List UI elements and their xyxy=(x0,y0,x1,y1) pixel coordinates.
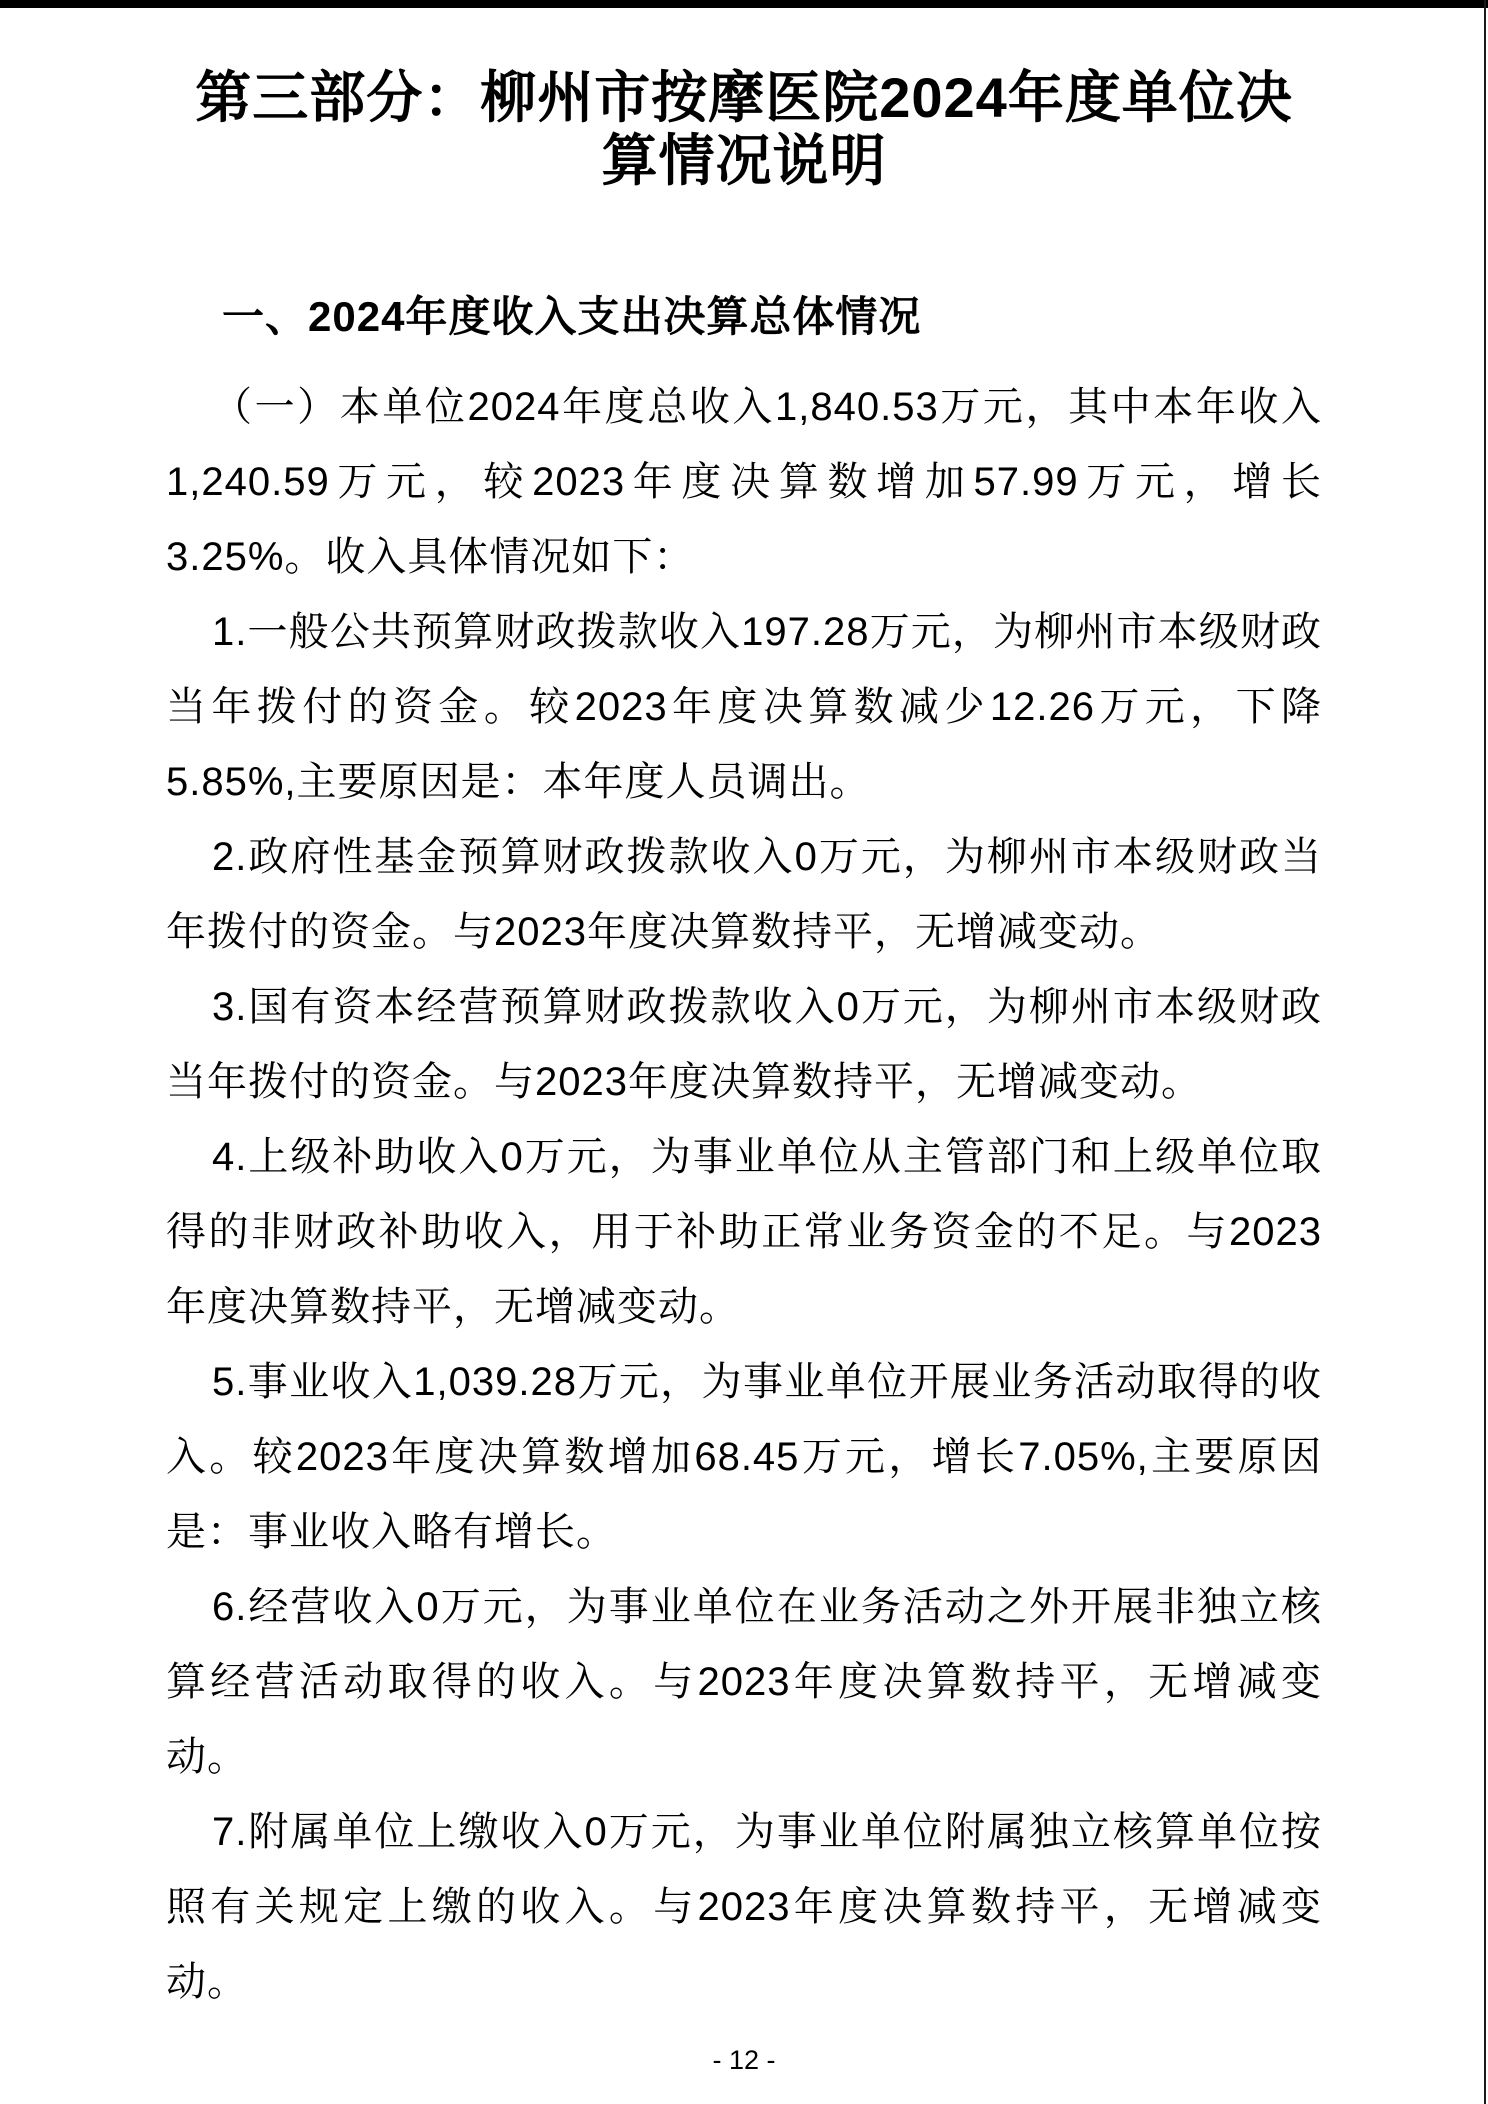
section-heading: 一、2024年度收入支出决算总体情况 xyxy=(222,293,922,340)
paragraph-item-1: 1.一般公共预算财政拨款收入197.28万元，为柳州市本级财政当年拨付的资金。较2023年度决算数减少12.26万元，下降5.85%,主要原因是：本年度人员调出。 xyxy=(166,610,1322,804)
page-number: - 12 - xyxy=(712,2045,776,2075)
paragraph-item-5: 5.事业收入1,039.28万元，为事业单位开展业务活动取得的收入。较2023年度决算数增加68.45万元，增长7.05%,主要原因是：事业收入略有增长。 xyxy=(166,1360,1322,1554)
paragraph-overview: （一）本单位2024年度总收入1,840.53万元，其中本年收入1,240.59万元，较2023年度决算数增加57.99万元，增长3.25%。收入具体情况如下： xyxy=(166,385,1322,579)
scan-artifact-right-edge xyxy=(1484,0,1486,2104)
document-title xyxy=(0,66,1488,192)
document-body xyxy=(0,370,1488,2020)
document-title-line-2: 算情况说明 xyxy=(601,129,887,192)
scan-artifact-top-edge xyxy=(0,0,1488,8)
paragraph-item-6: 6.经营收入0万元，为事业单位在业务活动之外开展非独立核算经营活动取得的收入。与2023年度决算数持平，无增减变动。 xyxy=(166,1585,1322,1779)
paragraph-item-4: 4.上级补助收入0万元，为事业单位从主管部门和上级单位取得的非财政补助收入，用于补助正常业务资金的不足。与2023年度决算数持平，无增减变动。 xyxy=(166,1135,1322,1329)
paragraph-item-2: 2.政府性基金预算财政拨款收入0万元，为柳州市本级财政当年拨付的资金。与2023年度决算数持平，无增减变动。 xyxy=(166,835,1322,954)
paragraph-item-3: 3.国有资本经营预算财政拨款收入0万元，为柳州市本级财政当年拨付的资金。与2023年度决算数持平，无增减变动。 xyxy=(166,985,1322,1104)
document-title-line-1: 第三部分：柳州市按摩医院2024年度单位决 xyxy=(195,66,1293,129)
paragraph-item-7: 7.附属单位上缴收入0万元，为事业单位附属独立核算单位按照有关规定上缴的收入。与2023年度决算数持平，无增减变动。 xyxy=(166,1810,1322,2004)
